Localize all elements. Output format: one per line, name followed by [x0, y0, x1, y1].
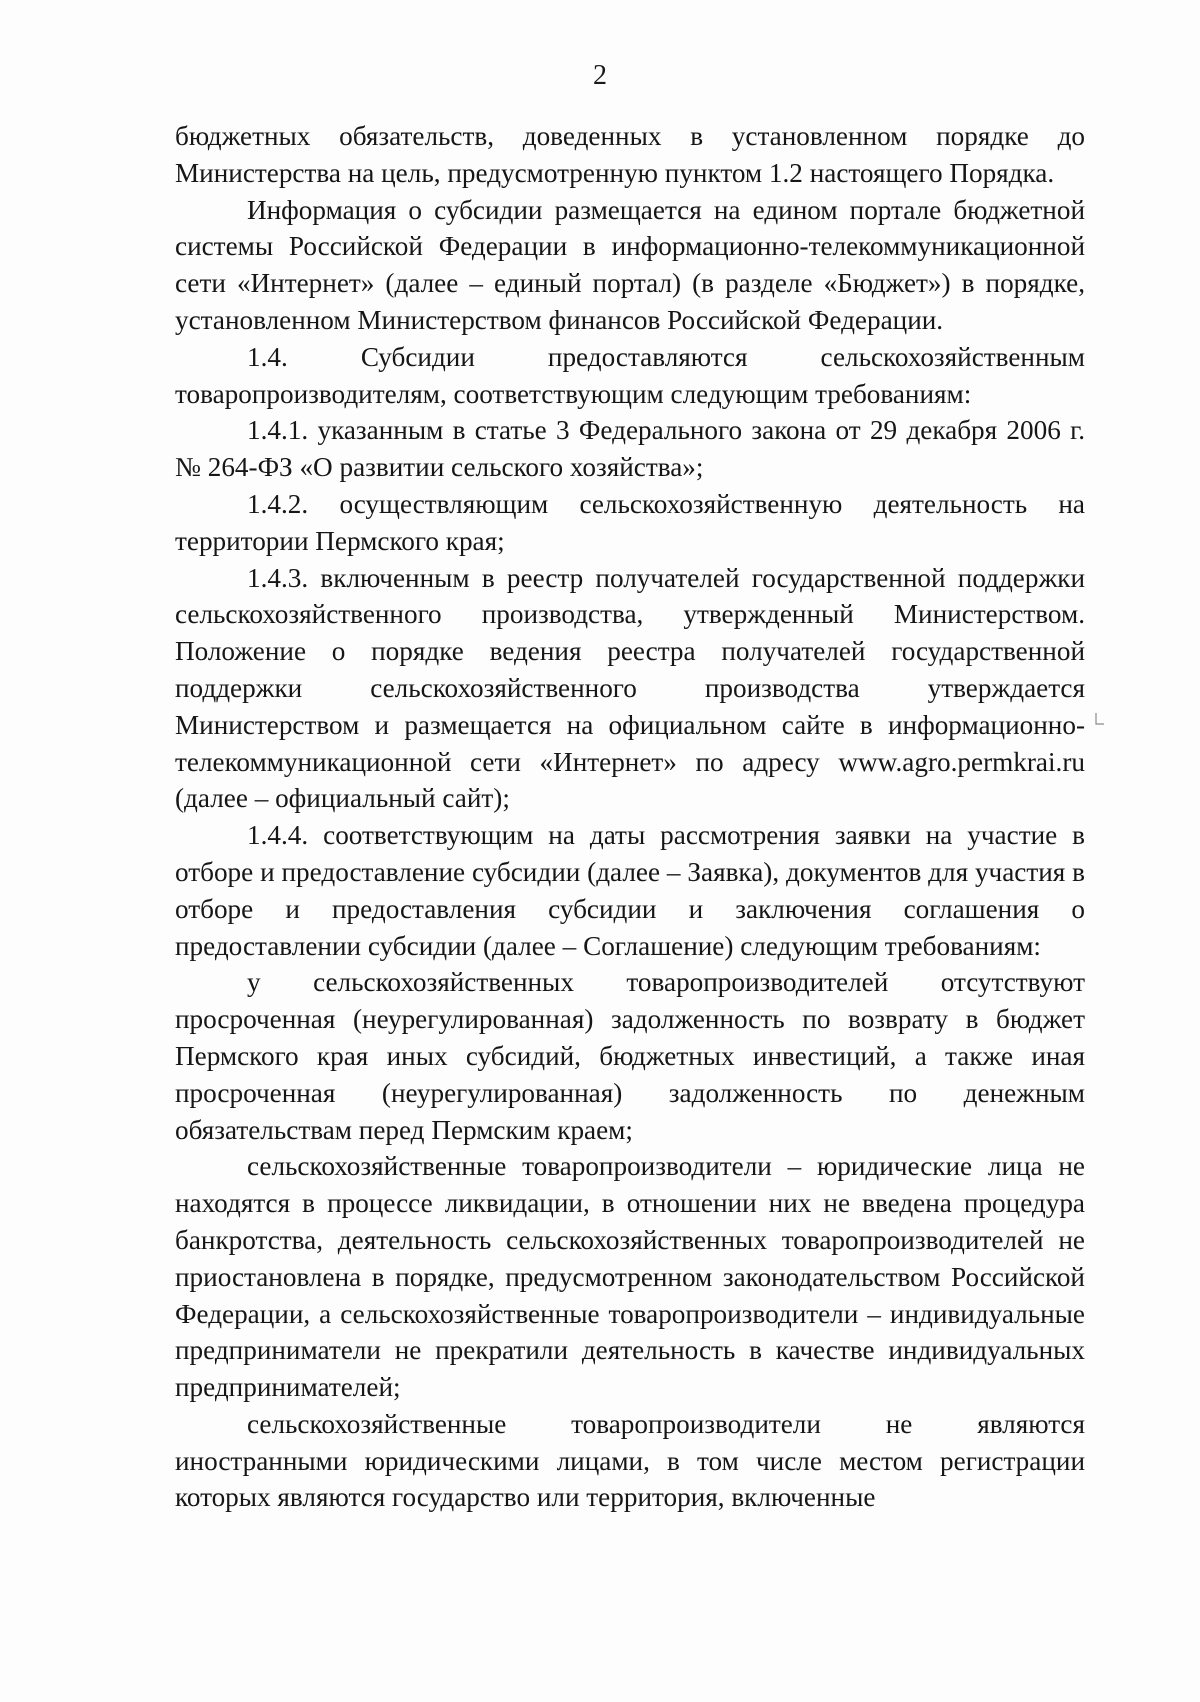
paragraph-clause-1-4: 1.4. Субсидии предоставляются сельскохозяйственным товаропроизводителям, соответствующим следующим требованиям: — [175, 341, 1085, 409]
page-number: 2 — [593, 60, 607, 91]
document-body — [175, 118, 1085, 1516]
paragraph-requirement-no-liquidation: сельскохозяйственные товаропроизводители – юридические лица не находятся в процессе ликвидации, в отношении них не введена процедура банкротства, деятельность сельскохозяйственных товаропроизводителей не приостановлена в порядке, предусмотренном законодательством Российской Федерации, а сельскохозяйственные товаропроизводители – индивидуальные предприниматели не прекратили деятельность в качестве индивидуальных предпринимателей; — [175, 1151, 1085, 1403]
paragraph-continuation: бюджетных обязательств, доведенных в установленном порядке до Министерства на цель, предусмотренную пунктом 1.2 настоящего Порядка. — [175, 121, 1085, 188]
scan-artifact-mark — [1094, 712, 1106, 726]
paragraph-clause-1-4-2: 1.4.2. осуществляющим сельскохозяйственную деятельность на территории Пермского края; — [175, 488, 1085, 556]
paragraph-clause-1-4-4: 1.4.4. соответствующим на даты рассмотрения заявки на участие в отборе и предоставление субсидии (далее – Заявка), документов для участия в отборе и предоставления субсидии и заключения соглашения о предоставлении субсидии (далее – Соглашение) следующим требованиям: — [175, 820, 1085, 961]
paragraph-requirement-no-debt: у сельскохозяйственных товаропроизводителей отсутствуют просроченная (неурегулированная) задолженность по возврату в бюджет Пермского края иных субсидий, бюджетных инвестиций, а также иная просроченная (неурегулированная) задолженность по денежным обязательствам перед Пермским краем; — [175, 967, 1085, 1145]
paragraph-requirement-not-foreign: сельскохозяйственные товаропроизводители не являются иностранными юридическими лицами, в том числе местом регистрации которых являются государство или территория, включенные — [175, 1408, 1085, 1513]
paragraph-portal-info: Информация о субсидии размещается на едином портале бюджетной системы Российской Федерации в информационно-телекоммуникационной сети «Интернет» (далее – единый портал) (в разделе «Бюджет») в порядке, установленном Министерством финансов Российской Федерации. — [175, 194, 1085, 335]
paragraph-clause-1-4-3: 1.4.3. включенным в реестр получателей государственной поддержки сельскохозяйственного производства, утвержденный Министерством. Положение о порядке ведения реестра получателей государственной поддержки сельскохозяйственного производства утверждается Министерством и размещается на официальном сайте в информационно-телекоммуникационной сети «Интернет» по адресу www.agro.permkrai.ru (далее – официальный сайт); — [175, 562, 1085, 814]
paragraph-clause-1-4-1: 1.4.1. указанным в статье 3 Федерального закона от 29 декабря 2006 г. № 264-ФЗ «О развитии сельского хозяйства»; — [175, 415, 1085, 483]
